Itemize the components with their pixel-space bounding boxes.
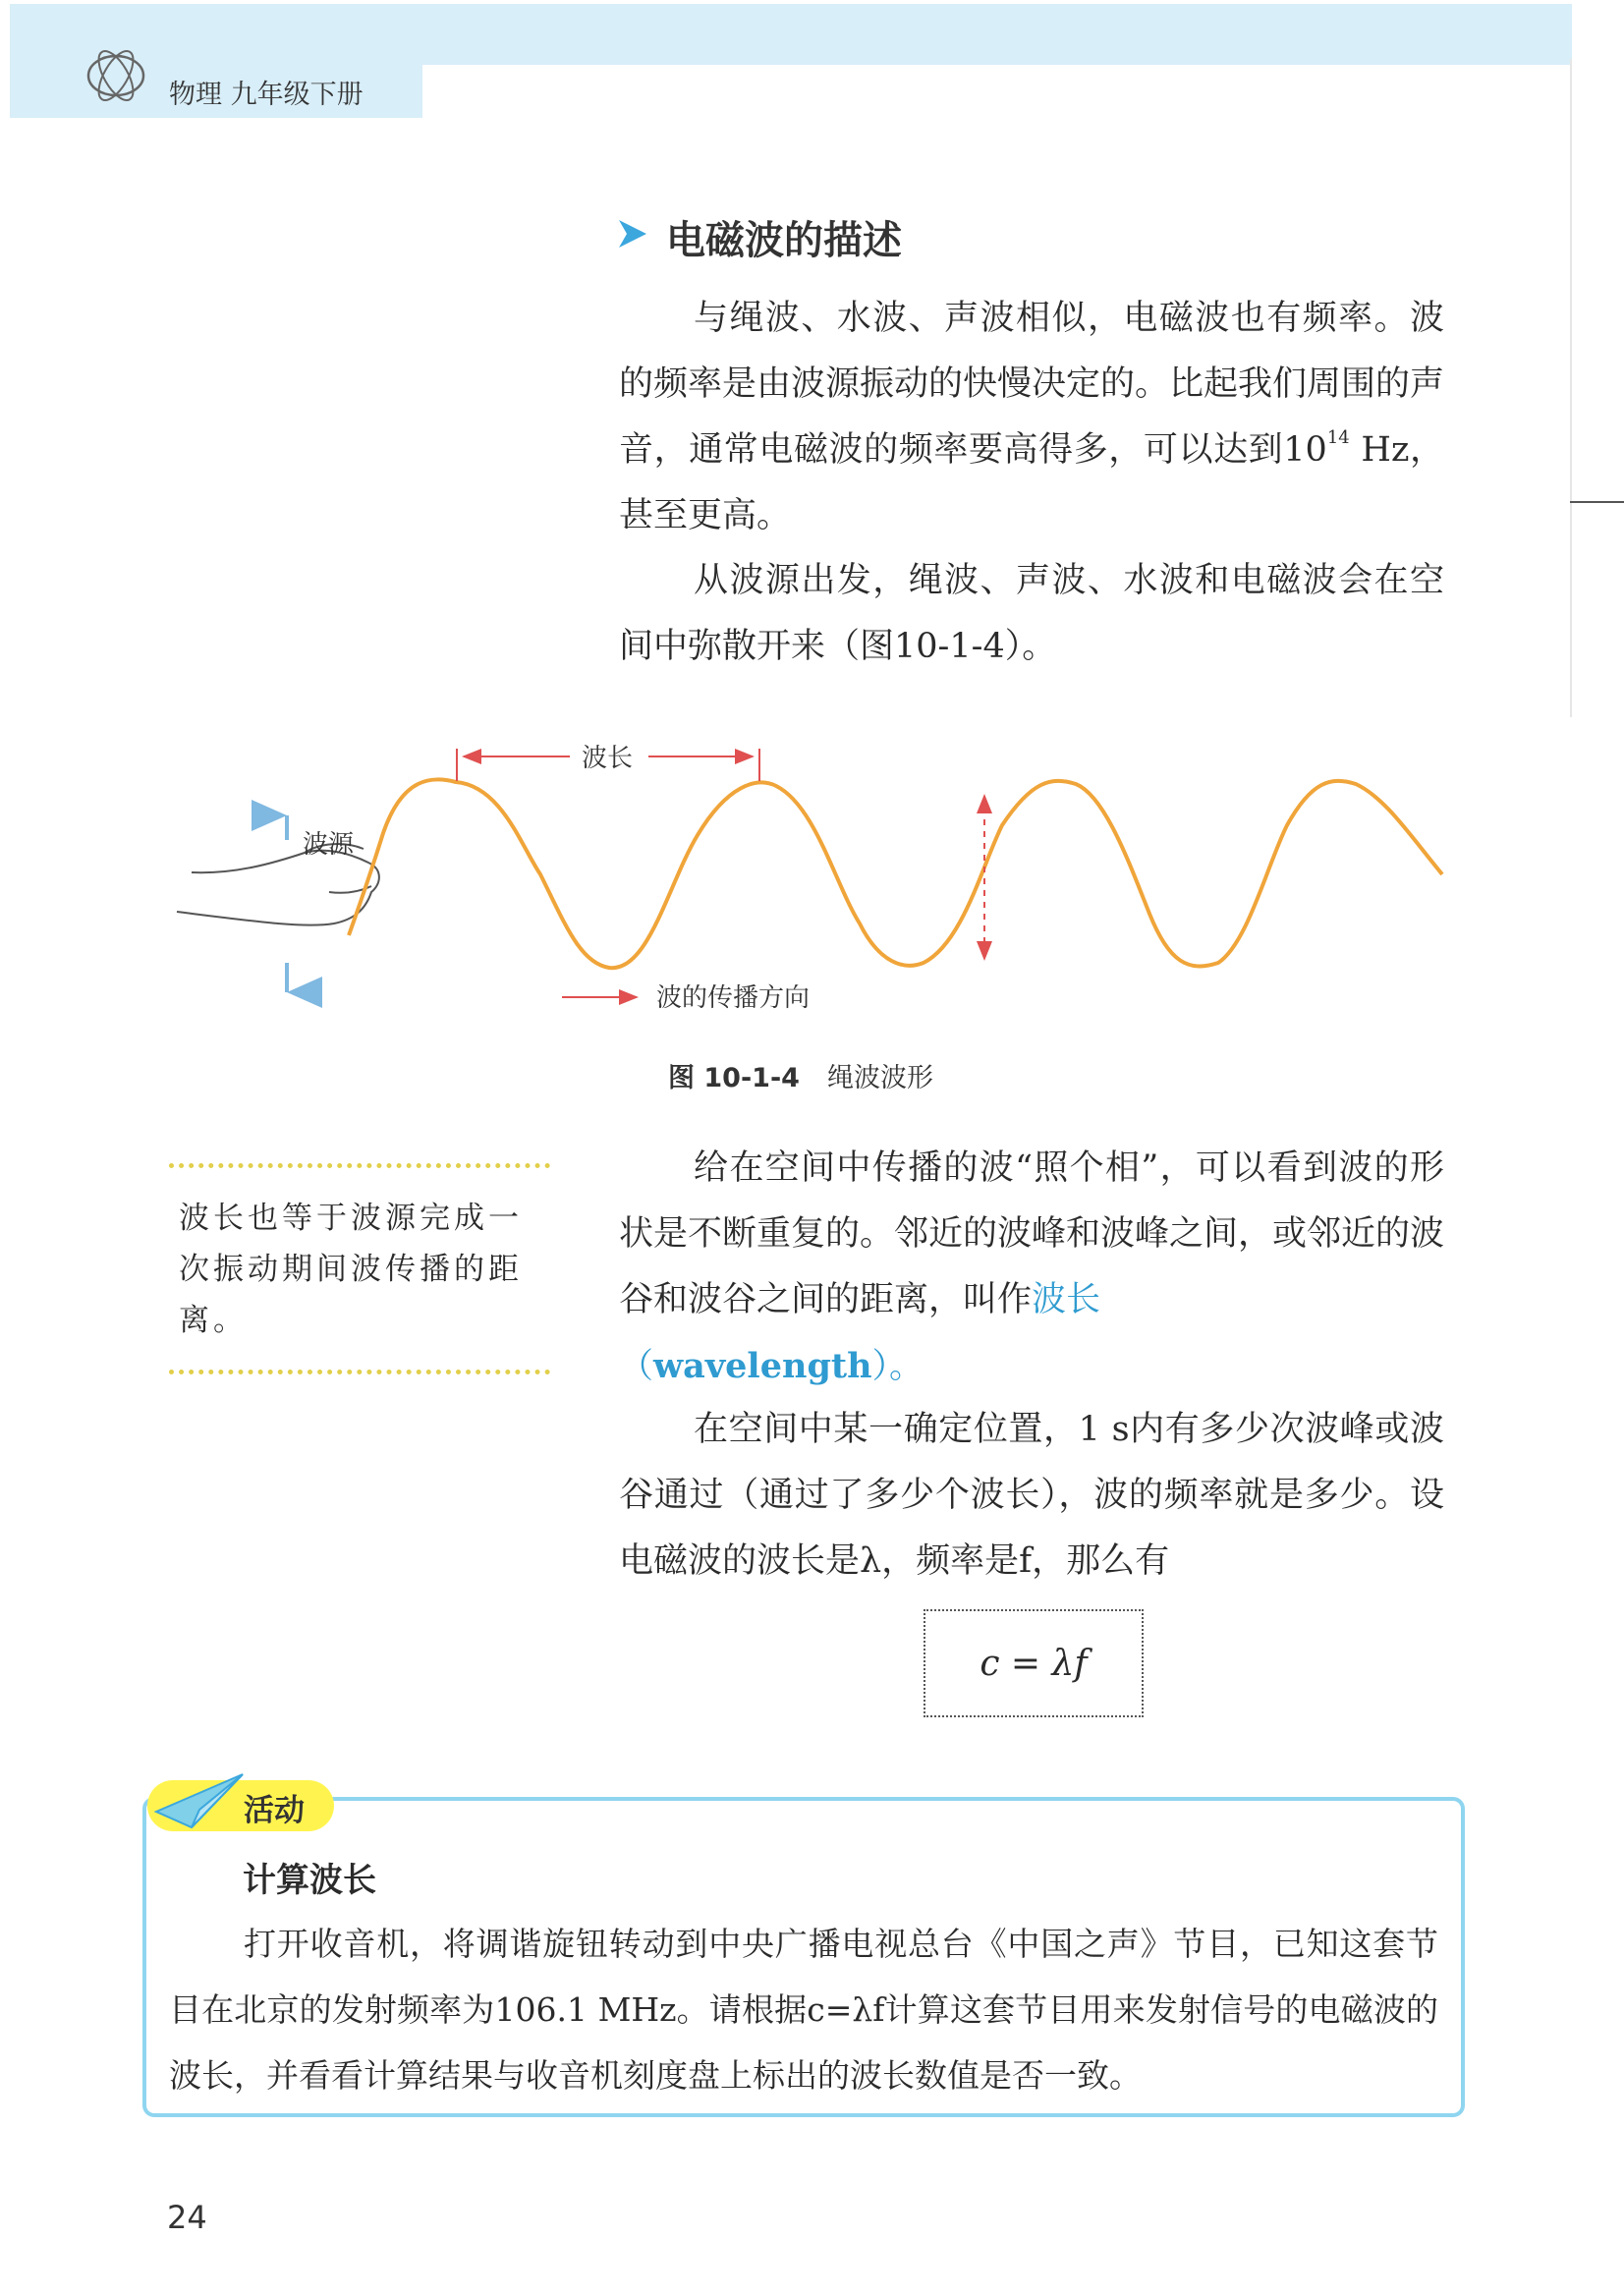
activity-title: 计算波长 xyxy=(243,1861,376,1900)
wave-curve xyxy=(349,779,1442,968)
paragraph-frequency: 与绳波、水波、声波相似，电磁波也有频率。波的频率是由波源振动的快慢决定的。比起我们周围的声音，通常电磁波的频率要高得多，可以达到$10^{14}$ Hz，甚至更高。 xyxy=(619,299,1445,535)
term-wavelength-en: wavelength xyxy=(653,1346,872,1386)
formula: c = λf xyxy=(924,1609,1144,1717)
wavelength-label: 波长 xyxy=(582,744,634,773)
paper-plane-icon xyxy=(152,1768,246,1837)
exponent: 14 xyxy=(1326,427,1350,448)
activity-label: 活动 xyxy=(244,1793,305,1828)
side-note-top-border xyxy=(169,1163,550,1168)
side-note xyxy=(169,1163,550,1375)
paragraph-wavelength-definition: 给在空间中传播的波“照个相”，可以看到波的形状是不断重复的。邻近的波峰和波峰之间，或邻近的波谷和波谷之间的距离，叫作波长 （wavelength）。 xyxy=(619,1148,1445,1386)
section-title: 电磁波的描述 xyxy=(666,218,902,263)
page-edge-rule xyxy=(1570,59,1572,717)
paragraph-frequency-definition: 在空间中某一确定位置，1 s内有多少次波峰或波谷通过（通过了多少个波长），波的频率就是多少。设电磁波的波长是λ，频率是f，那么有 xyxy=(619,1410,1444,1581)
activity-text: 打开收音机，将调谐旋钮转动到中央广播电视总台《中国之声》节目，已知这套节目在北京的发射频率为106.1 MHz。请根据c=λf计算这套节目用来发射信号的电磁波的波长，并看看计算结果与收音机刻度盘上标出的波长数值是否一致。 xyxy=(169,1925,1438,2095)
source-label: 波源 xyxy=(303,830,355,860)
side-note-bottom-border xyxy=(169,1370,550,1374)
book-title: 物理 九年级下册 xyxy=(169,80,364,110)
rope-wave-figure xyxy=(147,727,1454,1022)
term-wavelength: 波长 xyxy=(1032,1280,1101,1319)
page-number: 24 xyxy=(167,2199,207,2236)
book-logo-icon xyxy=(77,41,155,110)
figure-caption: 图 10-1-4 绳波波形 xyxy=(668,1063,933,1093)
section-arrow-icon xyxy=(617,216,652,252)
paragraph-spread: 从波源出发，绳波、声波、水波和电磁波会在空间中弥散开来（图10-1-4）。 xyxy=(619,561,1444,666)
side-note-text: 波长也等于波源完成一次振动期间波传播的距离。 xyxy=(179,1201,523,1338)
page-edge-tick xyxy=(1570,501,1624,503)
header-band xyxy=(10,4,1572,65)
direction-label: 波的传播方向 xyxy=(656,983,811,1013)
